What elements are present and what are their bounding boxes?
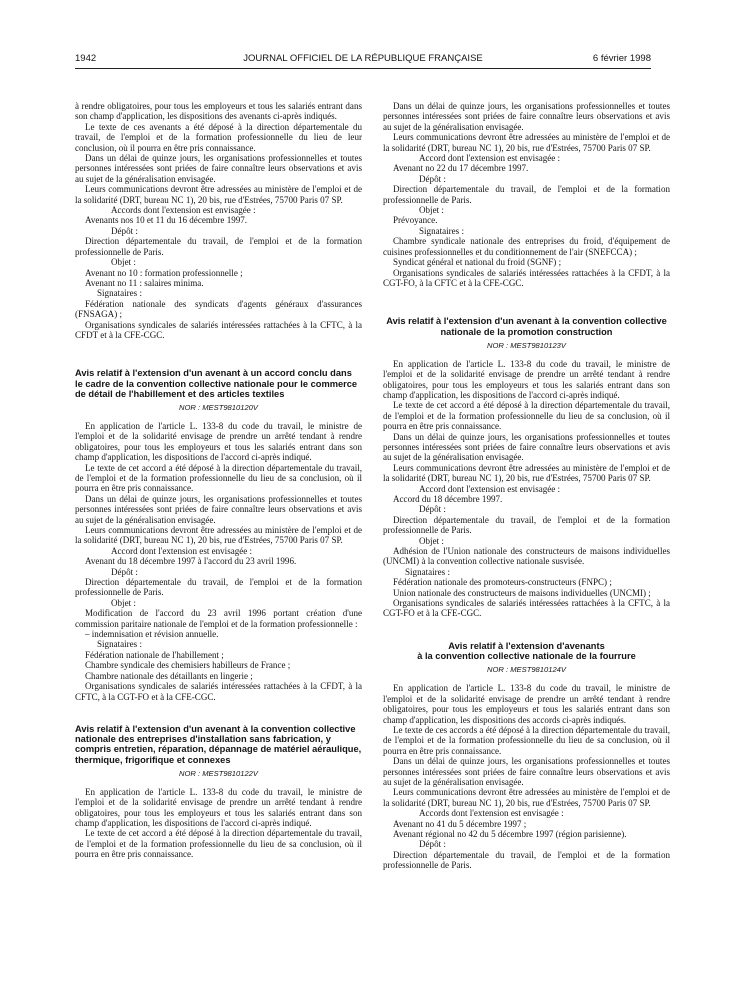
paragraph: Avenant no 22 du 17 décembre 1997. — [393, 163, 529, 174]
paragraph: Chambre syndicale des chemisiers habilleurs de France ; — [85, 660, 291, 671]
label: Objet : — [111, 257, 136, 268]
paragraph: Direction départementale du travail, de l'emploi et de la formation professionnelle de Paris. — [383, 849, 670, 871]
paragraph: Adhésion de l'Union nationale des constructeurs de maisons individuelles (UNCMI) à la convention collective nationale susvisée. — [383, 546, 670, 567]
paragraph: Le texte de cet accord a été déposé à la direction départementale du travail, de l'emploi et de la formation professionnelle du lieu de sa conclusion, où il pourra en être pris connaissance. — [75, 462, 362, 494]
paragraph: – indemnisation et révision annuelle. — [85, 629, 219, 640]
paragraph: En application de l'article L. 133-8 du code du travail, le ministre de l'emploi et de la solidarité envisage de prendre un arrêté tendant à rendre obligatoires, pour tous les employeurs et tous les salariés entrant dans son champ d'application, les dispositions de l'accord ci-après indiqué. — [75, 420, 362, 463]
paragraph: Direction départementale du travail, de l'emploi et de la formation professionnelle de Paris. — [75, 577, 362, 598]
paragraph: Avenant du 18 décembre 1997 à l'accord du 23 avril 1996. — [85, 556, 297, 567]
label: Signataires : — [97, 288, 142, 299]
paragraph: En application de l'article L. 133-8 du code du travail, le ministre de l'emploi et de la solidarité envisage de prendre un arrêté tendant à rendre obligatoires, pour tous les employeurs et tous les salariés entrant dans son champ d'application, les dispositions de l'accord ci-après indiqué. — [75, 786, 362, 828]
left-column — [75, 101, 362, 860]
paragraph: Leurs communications devront être adressées au ministère de l'emploi et de la solidarité (DRT, bureau NC 1), 20 bis, rue d'Estrées, 75700 Paris 07 SP. — [383, 462, 670, 484]
page-number: 1942 — [75, 53, 97, 64]
notice-title: Avis relatif à l'extension d'un avenant à un accord conclu dans le cadre de la convention collective nationale pour le commerce de détail de l'habillement et des articles textiles — [75, 368, 358, 399]
paragraph: Le texte de cet accord a été déposé à la direction départementale du travail, de l'emploi et de la formation professionnelle du lieu de sa conclusion, où il pourra en être pris connaissance. — [383, 400, 670, 432]
label: Accords dont l'extension est envisagée : — [111, 205, 256, 216]
paragraph: Dans un délai de quinze jours, les organisations professionnelles et toutes personnes intéressées sont priées de faire connaître leurs observations et avis au sujet de la généralisation envisagée. — [383, 756, 670, 787]
label: Signataires : — [97, 639, 142, 650]
header-rule — [75, 68, 651, 69]
paragraph: Direction départementale du travail, de l'emploi et de la formation professionnelle de Paris. — [383, 184, 670, 205]
paragraph: Prévoyance. — [393, 215, 438, 226]
label: Dépôt : — [111, 566, 138, 577]
paragraph: Avenant no 41 du 5 décembre 1997 ; — [393, 818, 527, 829]
journal-title: JOURNAL OFFICIEL DE LA RÉPUBLIQUE FRANÇAISE — [243, 53, 483, 64]
paragraph: Organisations syndicales de salariés intéressées rattachées à la CFTC, à la CFDT et à la CFE-CGC. — [75, 319, 362, 340]
label: Dépôt : — [419, 504, 446, 515]
paragraph: Leurs communications devront être adressées au ministère de l'emploi et de la solidarité (DRT, bureau NC 1), 20 bis, rue d'Estrées, 75700 Paris 07 SP. — [75, 184, 362, 205]
label: Accord dont l'extension est envisagée : — [419, 153, 561, 164]
label: Accord dont l'extension est envisagée : — [111, 545, 253, 556]
paragraph: Union nationale des constructeurs de maisons individuelles (UNCMI) ; — [393, 587, 651, 598]
paragraph: Le texte de ces avenants a été déposé à la direction départementale du travail, de l'emploi et de la formation professionnelle du lieu de leur conclusion, où il pourra en être pris connaissance. — [75, 121, 362, 153]
paragraph: Avenant no 11 : salaires minima. — [85, 277, 204, 288]
page-header — [75, 53, 651, 67]
paragraph: Avenant régional no 42 du 5 décembre 1997 (région parisienne). — [393, 828, 627, 839]
paragraph: Leurs communications devront être adressées au ministère de l'emploi et de la solidarité (DRT, bureau NC 1), 20 bis, rue d'Estrées, 75700 Paris 07 SP. — [383, 787, 670, 808]
paragraph: Organisations syndicales de salariés intéressées rattachées à la CFDT, à la CFTC, à la CGT-FO et à la CFE-CGC. — [75, 681, 362, 702]
paragraph: Avenant no 10 : formation professionnelle ; — [85, 267, 243, 278]
paragraph: Direction départementale du travail, de l'emploi et de la formation professionnelle de Paris. — [383, 514, 670, 536]
paragraph: Organisations syndicales de salariés intéressées rattachées à la CFDT, à la CGT-FO, à la CFTC et à la CFE-CGC. — [383, 267, 670, 288]
label: Dépôt : — [111, 225, 138, 236]
label: Dépôt : — [419, 839, 446, 850]
paragraph: Accord du 18 décembre 1997. — [393, 494, 503, 504]
label: Signataires : — [405, 566, 450, 577]
paragraph: Fédération nationale des promoteurs-constructeurs (FNPC) ; — [393, 577, 612, 588]
label: Accords dont l'extension est envisagée : — [419, 808, 564, 819]
label: Accord dont l'extension est envisagée : — [419, 483, 561, 494]
label: Objet : — [419, 205, 444, 216]
label: Dépôt : — [419, 173, 446, 184]
notice-title: Avis relatif à l'extension d'avenants à la convention collective nationale de la fourrure — [417, 640, 636, 662]
label: Signataires : — [419, 225, 464, 236]
paragraph: Le texte de cet accord a été déposé à la direction départementale du travail, de l'emploi et de la formation professionnelle du lieu de sa conclusion, où il pourra en être pris connaissance. — [75, 828, 362, 860]
paragraph: Chambre nationale des détaillants en lingerie ; — [85, 670, 253, 681]
nor-reference: NOR : MEST9810123V — [487, 340, 566, 350]
paragraph: Organisations syndicales de salariés intéressées rattachées à la CFTC, à la CGT-FO et à la CFE-CGC. — [383, 598, 670, 619]
paragraph: En application de l'article L. 133-8 du code du travail, le ministre de l'emploi et de la solidarité envisage de prendre un arrêté tendant à rendre obligatoires, pour tous les employeurs et tous les salariés entrant dans son champ d'application, les dispositions de l'accord ci-après indiqué. — [383, 358, 670, 400]
publication-date: 6 février 1998 — [592, 53, 651, 64]
paragraph: à rendre obligatoires, pour tous les employeurs et tous les salariés entrant dans son champ d'application, les dispositions des avenants ci-après indiqués. — [75, 101, 362, 122]
paragraph: Direction départementale du travail, de l'emploi et de la formation professionnelle de Paris. — [75, 236, 362, 257]
paragraph: Leurs communications devront être adressées au ministère de l'emploi et de la solidarité (DRT, bureau NC 1), 20 bis, rue d'Estrées, 75700 Paris 07 SP. — [75, 525, 362, 546]
paragraph: Leurs communications devront être adressées au ministère de l'emploi et de la solidarité (DRT, bureau NC 1), 20 bis, rue d'Estrées, 75700 Paris 07 SP. — [383, 132, 670, 153]
paragraph: Dans un délai de quinze jours, les organisations professionnelles et toutes personnes intéressées sont priées de faire connaître leurs observations et avis au sujet de la généralisation envisagée. — [75, 493, 362, 525]
right-column — [383, 101, 670, 871]
notice-title: Avis relatif à l'extension d'un avenant à la convention collective nationale des entreprises d'installation sans fabrication, y compris entretien, réparation, dépannage de matériel aéraulique, thermique, frigorifique et connexes — [75, 723, 362, 765]
paragraph: Dans un délai de quinze jours, les organisations professionnelles et toutes personnes intéressées sont priées de faire connaître leurs observations et avis au sujet de la généralisation envisagée. — [383, 101, 670, 132]
paragraph: Le texte de ces accords a été déposé à la direction départementale du travail, de l'emploi et de la formation professionnelle du lieu de sa conclusion, où il pourra en être pris connaissance. — [383, 724, 670, 756]
label: Objet : — [419, 535, 444, 546]
label: Objet : — [111, 597, 136, 608]
nor-reference: NOR : MEST9810122V — [179, 768, 258, 778]
paragraph: Fédération nationale de l'habillement ; — [85, 649, 224, 660]
paragraph: Dans un délai de quinze jours, les organisations professionnelles et toutes personnes intéressées sont priées de faire connaître leurs observations et avis au sujet de la généralisation envisagée. — [75, 153, 362, 184]
notice-title: Avis relatif à l'extension d'un avenant à la convention collective nationale de la promotion construction — [386, 316, 667, 337]
paragraph: Avenants nos 10 et 11 du 16 décembre 1997. — [85, 215, 248, 226]
nor-reference: NOR : MEST9810120V — [179, 402, 258, 412]
nor-reference: NOR : MEST9810124V — [487, 665, 566, 675]
paragraph: En application de l'article L. 133-8 du code du travail, le ministre de l'emploi et de la solidarité envisage de prendre un arrêté tendant à rendre obligatoires, pour tous les employeurs et tous les salariés entrant dans son champ d'application, les dispositions des accords ci-après indiqués. — [383, 683, 670, 725]
paragraph: Syndicat général et national du froid (SGNF) ; — [393, 257, 562, 268]
paragraph: Modification de l'accord du 23 avril 1996 portant création d'une commission paritaire nationale de l'emploi et de la formation professionnelle : — [75, 608, 362, 629]
paragraph: Dans un délai de quinze jours, les organisations professionnelles et toutes personnes intéressées sont priées de faire connaître leurs observations et avis au sujet de la généralisation envisagée. — [383, 431, 670, 463]
paragraph: Fédération nationale des syndicats d'agents généraux d'assurances (FNSAGA) ; — [75, 298, 362, 320]
paragraph: Chambre syndicale nationale des entreprises du froid, d'équipement de cuisines professionnelles et du conditionnement de l'air (SNEFCCA) ; — [383, 236, 670, 257]
